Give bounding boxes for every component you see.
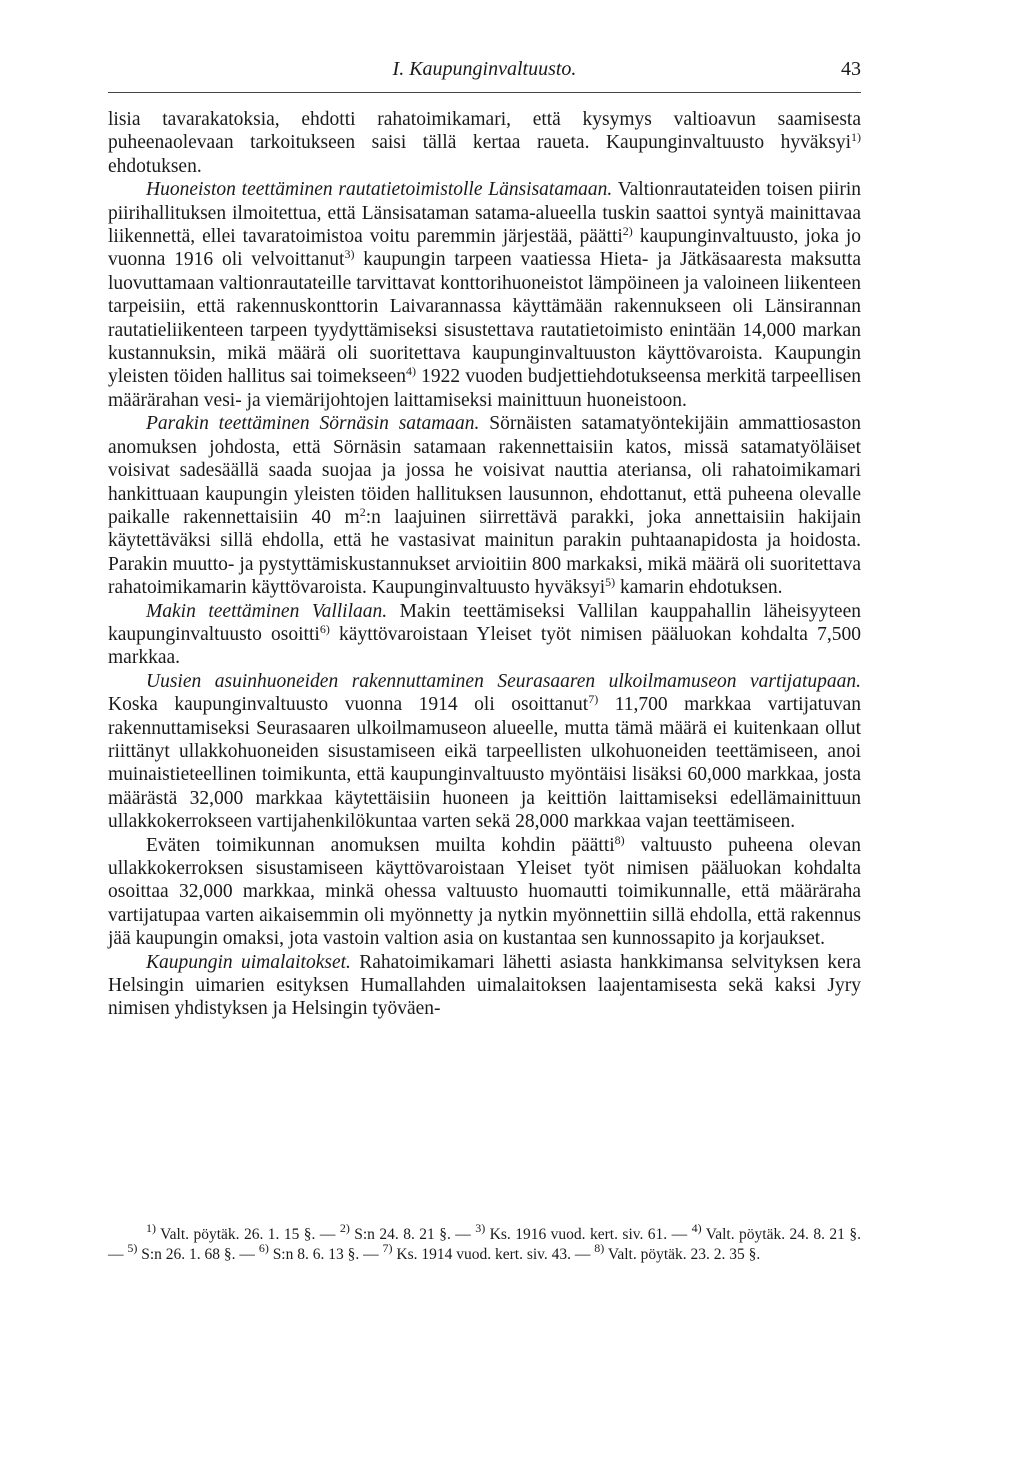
- text-run: Valt. pöytäk. 26. 1. 15 §. —: [156, 1226, 340, 1243]
- section-heading: Makin teettäminen Vallilaan.: [146, 600, 388, 622]
- footnotes: [108, 1221, 861, 1265]
- paragraph: [108, 834, 861, 951]
- text-run: Sörnäisten satamatyöntekijäin ammattiosaston anomuksen johdosta, että Sörnäsin satamaan rakennettaisiin katos, missä satamatyöläiset voisivat sadesäällä saada suojaa ja jossa he voisivat nauttia ateriansa, oli rahatoimikamari hankittuaan kaupungin yleisten töiden hallituksen lausunnon, ehdottanut, että puheena olevalle paikalle rakennettaisiin 40 m: [108, 413, 861, 528]
- text-run: lisia tavarakatoksia, ehdotti rahatoimikamari, että kysymys valtioavun saamisesta puheenaolevaan tarkoitukseen saisi tällä kertaa raueta. Kaupunginvaltuusto hyväksyi: [108, 109, 861, 154]
- footnote-marker: 1): [146, 1221, 156, 1235]
- footnote-marker: 6): [319, 621, 330, 636]
- paragraph: [108, 178, 861, 412]
- section-heading: Uusien asuinhuoneiden rakennuttaminen Seurasaaren ulkoilmamuseon vartijatupaan.: [146, 670, 861, 692]
- text-run: Ks. 1916 vuod. kert. siv. 61. —: [485, 1226, 692, 1243]
- footnote-marker: 8): [594, 1241, 605, 1255]
- footnote-marker: 4): [405, 364, 416, 379]
- text-run: S:n 24. 8. 21 §. —: [349, 1226, 476, 1243]
- paragraph: [108, 951, 861, 1021]
- footnote-marker: 5): [127, 1241, 138, 1255]
- header-rule: [108, 92, 861, 93]
- text-run: käyttövaroistaan Yleiset työt nimisen pääluokan kohdalta 7,500 markkaa.: [108, 623, 861, 669]
- paragraph: [108, 600, 861, 670]
- text-run: S:n 26. 1. 68 §. —: [137, 1246, 259, 1263]
- text-run: 1922 vuoden budjettiehdotukseensa merkitä tarpeellisen määrärahan vesi- ja viemärijohtojen laittamiseksi mainittuun huoneistoon.: [108, 366, 861, 411]
- footnote-marker: 2): [339, 1221, 350, 1235]
- page-number: 43: [841, 58, 861, 80]
- footnote-marker: 7): [382, 1241, 393, 1255]
- text-run: Makin teettämiseksi Vallilan kauppahallin läheisyyteen kaupunginvaltuusto osoitti: [108, 600, 861, 645]
- text-run: Valt. pöytäk. 24. 8. 21 §. —: [108, 1226, 861, 1263]
- footnote-marker: 1): [851, 130, 861, 145]
- text-run: Eväten toimikunnan anomuksen muilta kohdin päätti: [146, 834, 615, 856]
- paragraph: [108, 108, 861, 178]
- footnote-marker: 8): [614, 832, 625, 847]
- running-title: I. Kaupunginvaltuusto.: [392, 58, 577, 80]
- running-header: [108, 58, 861, 88]
- text-run: valtuusto puheena olevan ullakkokerroksen sisustamiseen käyttövaroistaan Yleiset työt nimisen pääluokan kohdalta osoittaa 32,000 markkaa, minkä ohessa valtuusto huomautti toimikunnalle, että määräraha vartijatupaa varten aikaisemmin oli myönnetty ja nytkin myönnettiin sillä ehdolla, että rakennus jää kaupungin omaksi, jota vastoin valtion asia on kustantaa sen kunnossapito ja korjaukset.: [108, 834, 861, 950]
- footnote-marker: 3): [475, 1221, 486, 1235]
- section-heading: Kaupungin uimalaitokset.: [146, 951, 351, 973]
- text-run: 11,700 markkaa vartijatuvan rakennuttamiseksi Seurasaaren ulkoilmamuseon alueelle, mutta tämä määrä ei kuitenkaan ollut riittänyt ullakkohuoneiden sisustamiseen eikä tarpeellisten ulkohuoneiden teettämiseen, anoi muinaistieteellinen toimikunta, että kaupunginvaltuusto myöntäisi lisäksi 60,000 markkaa, josta määrästä 32,000 markkaa käytettäisiin huoneen ja keittiön laittamiseksi edellämainittuun ullakkokerrokseen vartijahenkilökuntaa varten sekä 28,000 markkaa vajan teettämiseen.: [108, 694, 861, 833]
- footnote-marker: 2: [359, 504, 366, 519]
- text-run: :n laajuinen siirrettävä parakki, joka annettaisiin hakijain käytettäväksi sillä ehdolla, että he vastasivat mainitun parakin puhtaanapidosta ja hoidosta. Parakin muutto- ja pystyttämiskustannukset arvioitiin 800 markaksi, mikä määrä oli suoritettava rahatoimikamarin käyttövaroista. Kaupunginvaltuusto hyväksyi: [108, 506, 861, 599]
- body-text: [108, 108, 861, 1021]
- text-run: ehdotuksen.: [108, 155, 202, 177]
- footnote-marker: 5): [605, 575, 616, 590]
- text-run: kamarin ehdotuksen.: [615, 577, 783, 599]
- footnote-marker: 4): [691, 1221, 702, 1235]
- footnote-marker: 6): [258, 1241, 269, 1255]
- footnote-marker: 7): [588, 692, 599, 707]
- text-run: Rahatoimikamari lähetti asiasta hankkimansa selvityksen kera Helsingin uimarien esityksen Humallahden uimalaitoksen laajentamisesta sekä kaksi Jyry nimisen yhdistyksen ja Helsingin työväen-: [108, 951, 861, 1020]
- paragraph: [108, 412, 861, 599]
- text-run: S:n 8. 6. 13 §. —: [268, 1246, 383, 1263]
- footnote-line: [108, 1221, 861, 1265]
- text-run: kaupunginvaltuusto, joka jo vuonna 1916 oli velvoittanut: [108, 226, 861, 271]
- section-heading: Parakin teettäminen Sörnäsin satamaan.: [146, 413, 480, 435]
- footnote-marker: 2): [622, 224, 633, 239]
- footnote-marker: 3): [344, 247, 355, 262]
- section-heading: Huoneiston teettäminen rautatietoimistolle Länsisatamaan.: [146, 179, 613, 201]
- paragraph: [108, 670, 861, 834]
- text-run: Valtionrautateiden toisen piirin piirihallituksen ilmoitettua, että Länsisataman satama-alueella tuskin saattoi syntyä mainittavaa liikennettä, ellei tavaratoimistoa voitu paremmin järjestää, päätti: [108, 179, 862, 248]
- text-run: kaupungin tarpeen vaatiessa Hieta- ja Jätkäsaaresta maksutta luovuttamaan valtionrautateille tarvittavat konttorihuoneistot lämpöineen ja valoineen liikenteen tarpeisiin, että rakennuskonttorin Laivarannassa käyttämään rakennukseen oli Länsirannan rautatieliikenteen tarpeen tyydyttämiseksi sisustettava rautatietoimisto enintään 14,000 markan kustannuksin, mikä määrä oli suoritettava kaupunginvaltuuston käyttövaroista. Kaupungin yleisten töiden hallitus sai toimekseen: [108, 249, 861, 388]
- text-run: Valt. pöytäk. 23. 2. 35 §.: [604, 1246, 761, 1263]
- text-run: Ks. 1914 vuod. kert. siv. 43. —: [392, 1246, 595, 1263]
- text-run: Koska kaupunginvaltuusto vuonna 1914 oli osoittanut: [108, 694, 589, 716]
